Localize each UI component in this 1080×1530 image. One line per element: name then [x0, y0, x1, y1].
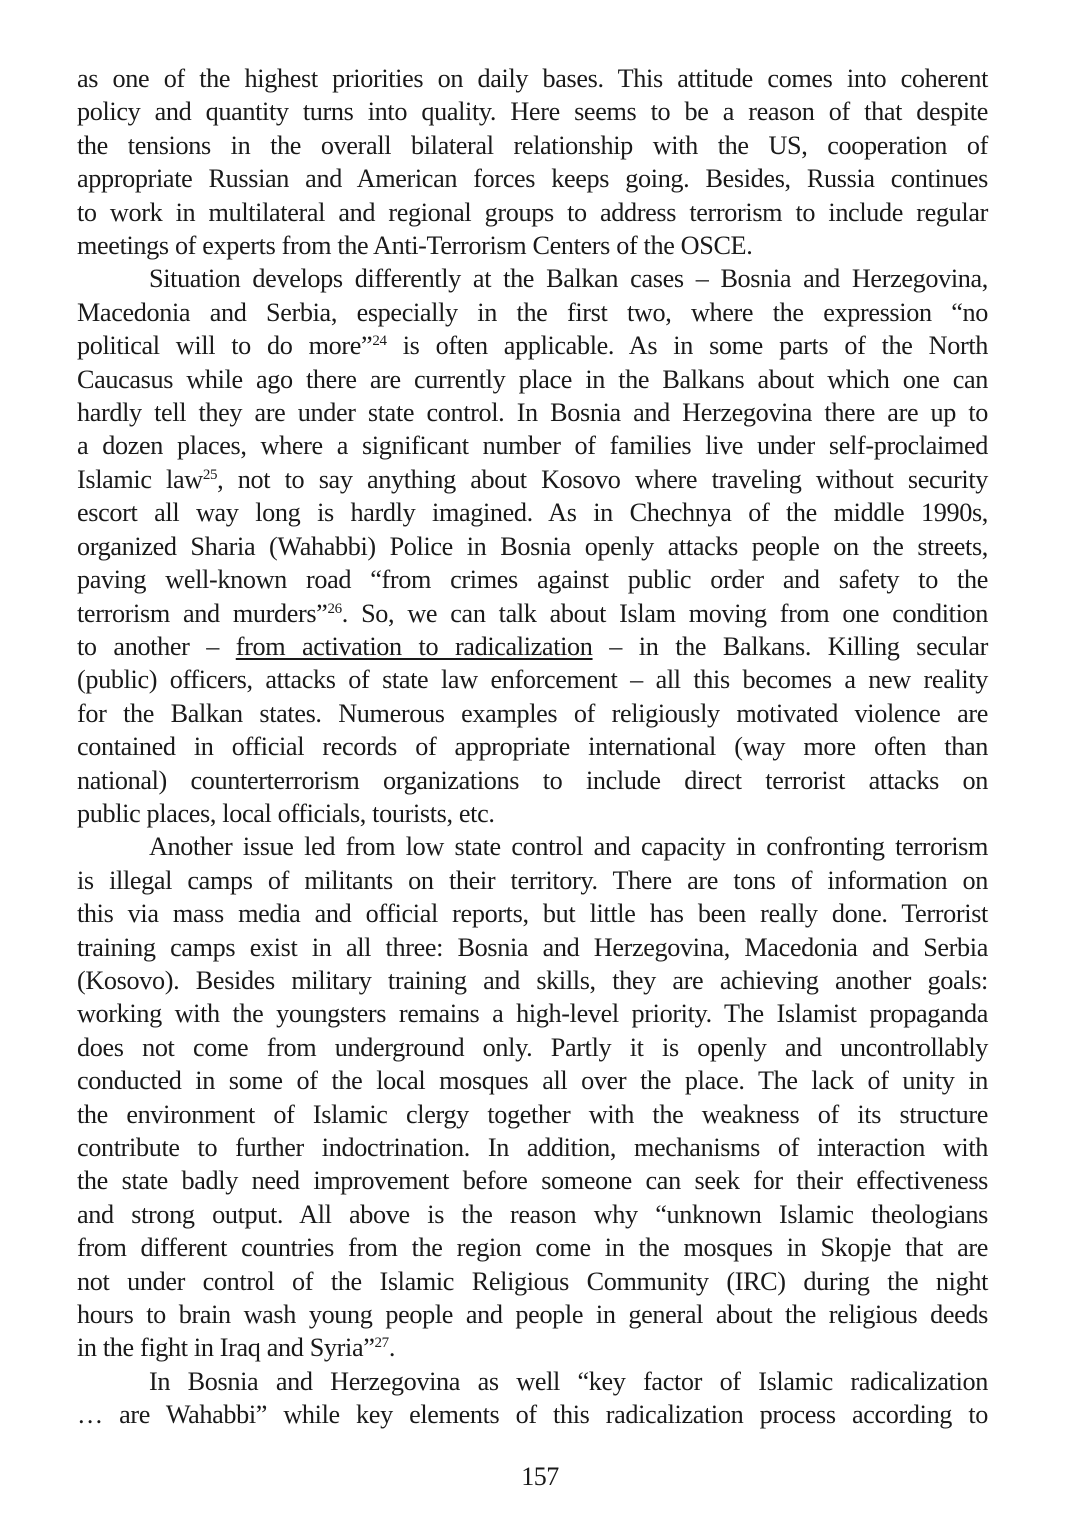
text-fragment: , not to say anything about Kosovo where traveling without security	[217, 464, 989, 494]
text-line: a dozen places, where a significant number of families live under self-proclaimed	[77, 431, 988, 461]
paragraph-3	[77, 830, 988, 1365]
underlined-phrase: from activation to radicalization	[235, 631, 593, 661]
text-line: appropriate Russian and American forces keeps going. Besides, Russia continues	[77, 164, 988, 194]
text-line: the tensions in the overall bilateral relationship with the US, cooperation of	[77, 130, 988, 160]
text-line: for the Balkan states. Numerous examples of religiously motivated violence are	[77, 698, 988, 728]
text-line: meetings of experts from the Anti-Terrorism Centers of the OSCE.	[77, 231, 753, 261]
text-fragment: is often applicable. As in some parts of the North	[386, 331, 988, 361]
footnote-ref-25[interactable]: 25	[202, 466, 218, 483]
text-line: contained in official records of appropriate international (way more often than	[77, 732, 988, 762]
text-line: not under control of the Islamic Religious Community (IRC) during the night	[77, 1266, 988, 1296]
text-line: training camps exist in all three: Bosnia and Herzegovina, Macedonia and Serbia	[77, 932, 988, 962]
footnote-ref-26[interactable]: 26	[327, 600, 342, 617]
text-fragment: in the fight in Iraq and Syria”	[77, 1333, 375, 1363]
text-line: does not come from underground only. Partly it is openly and uncontrollably	[77, 1032, 988, 1062]
text-line: is illegal camps of militants on their territory. There are tons of information on	[77, 865, 988, 895]
text-line	[77, 1331, 988, 1364]
text-fragment: Islamic law	[77, 464, 203, 494]
text-line: paving well-known road “from crimes against public order and safety to the	[77, 565, 988, 595]
footnote-ref-27[interactable]: 27	[374, 1335, 389, 1352]
text-line	[77, 630, 988, 663]
text-line: this via mass media and official reports, but little has been really done. Terrorist	[77, 899, 988, 929]
text-fragment: – in the Balkans. Killing secular	[592, 631, 988, 661]
text-fragment: terrorism and murders”	[77, 598, 328, 628]
text-line: national) counterterrorism organizations to include direct terrorist attacks on	[77, 765, 988, 795]
text-line: conducted in some of the local mosques all over the place. The lack of unity in	[77, 1066, 988, 1096]
text-fragment: . So, we can talk about Islam moving from one condition	[341, 598, 988, 628]
text-line: and strong output. All above is the reason why “unknown Islamic theologians	[77, 1199, 988, 1229]
text-line: hours to brain wash young people and people in general about the religious deeds	[77, 1300, 988, 1330]
text-line: from different countries from the region come in the mosques in Skopje that are	[77, 1233, 988, 1263]
text-line: working with the youngsters remains a high-level priority. The Islamist propaganda	[77, 999, 988, 1029]
text-line: contribute to further indoctrination. In addition, mechanisms of interaction with	[77, 1133, 988, 1162]
text-fragment: .	[388, 1333, 396, 1363]
text-fragment: political will to do more”	[77, 331, 373, 361]
paragraph-2	[77, 262, 988, 830]
text-line	[77, 463, 988, 496]
text-line: hardly tell they are under state control. In Bosnia and Herzegovina there are up to	[77, 398, 988, 428]
text-line: Caucasus while ago there are currently place in the Balkans about which one can	[77, 364, 988, 394]
text-line: (public) officers, attacks of state law enforcement – all this becomes a new reality	[77, 665, 988, 695]
text-line: public places, local officials, tourists, etc.	[77, 798, 495, 828]
text-line: Another issue led from low state control and capacity in confronting terrorism	[149, 832, 988, 862]
text-line: … are Wahabbi” while key elements of this radicalization process according to	[77, 1400, 988, 1430]
footnote-ref-24[interactable]: 24	[372, 333, 387, 350]
text-line: the environment of Islamic clergy together with the weakness of its structure	[77, 1099, 988, 1129]
text-line: Macedonia and Serbia, especially in the first two, where the expression “no	[77, 297, 988, 327]
text-line: the state badly need improvement before someone can seek for their effectiveness	[77, 1166, 988, 1196]
text-line: escort all way long is hardly imagined. As in Chechnya of the middle 1990s,	[77, 498, 988, 528]
document-page	[77, 62, 988, 1432]
paragraph-4	[77, 1365, 988, 1432]
page-number: 157	[521, 1462, 559, 1491]
text-line: to work in multilateral and regional groups to address terrorism to include regular	[77, 197, 988, 227]
text-line: Situation develops differently at the Balkan cases – Bosnia and Herzegovina,	[149, 264, 988, 294]
paragraph-1	[77, 62, 988, 262]
text-line: as one of the highest priorities on daily bases. This attitude comes into coherent	[77, 64, 988, 93]
text-line: (Kosovo). Besides military training and skills, they are achieving another goals:	[77, 965, 988, 995]
text-fragment: to another –	[77, 631, 236, 661]
text-line: In Bosnia and Herzegovina as well “key factor of Islamic radicalization	[149, 1366, 988, 1396]
text-line	[77, 329, 988, 362]
text-line: policy and quantity turns into quality. Here seems to be a reason of that despite	[77, 97, 988, 127]
text-line	[77, 597, 988, 630]
text-line: organized Sharia (Wahabbi) Police in Bosnia openly attacks people on the streets,	[77, 531, 988, 561]
